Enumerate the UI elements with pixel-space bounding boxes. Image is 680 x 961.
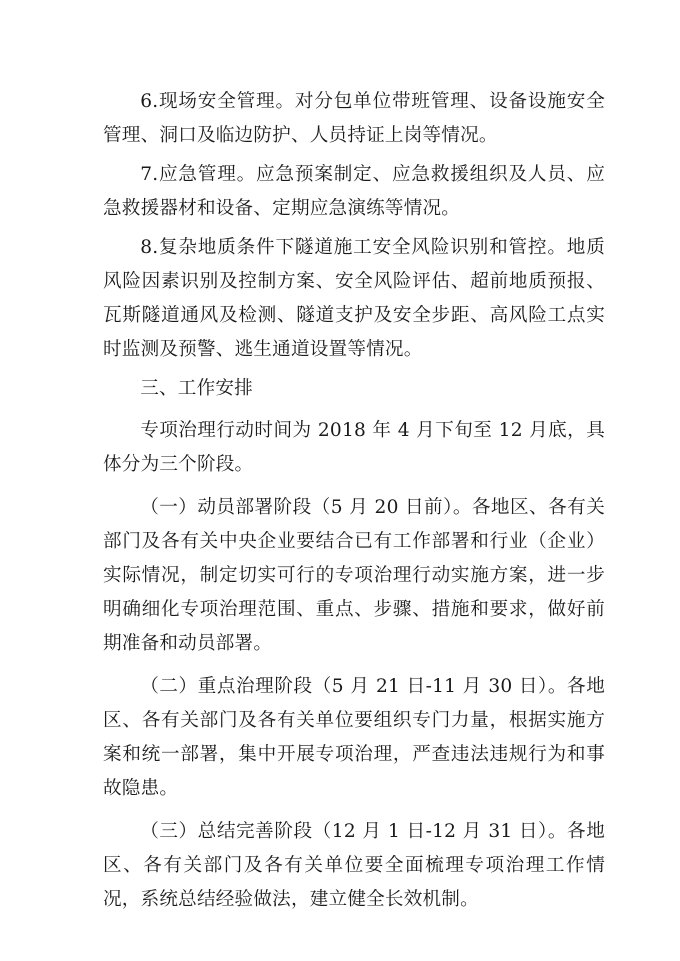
paragraph-schedule-overview: 专项治理行动时间为 2018 年 4 月下旬至 12 月底，具体分为三个阶段。 [103, 420, 605, 475]
section-heading-work-arrangement: 三、工作安排 [140, 378, 253, 399]
item-6-site-safety-management: 6.现场安全管理。对分包单位带班管理、设备设施安全管理、洞口及临边防护、人员持证上岗等情况。 [103, 91, 605, 146]
item-8-tunnel-geology-risk: 8.复杂地质条件下隧道施工安全风险识别和管控。地质风险因素识别及控制方案、安全风险评估、超前地质预报、瓦斯隧道通风及检测、隧道支护及安全步距、高风险工点实时监测及预警、逃生通道设置等情况。 [103, 237, 605, 360]
stage-1-mobilization: （一）动员部署阶段（5 月 20 日前）。各地区、各有关部门及各有关中央企业要结合已有工作部署和行业（企业）实际情况，制定切实可行的专项治理行动实施方案，进一步明确细化专项治理范围、重点、步骤、措施和要求，做好前期准备和动员部署。 [103, 497, 605, 654]
stage-3-summary-improvement: （三）总结完善阶段（12 月 1 日-12 月 31 日）。各地区、各有关部门及各有关单位要全面梳理专项治理工作情况，系统总结经验做法，建立健全长效机制。 [103, 821, 605, 910]
document-body [103, 85, 605, 922]
stage-2-key-governance: （二）重点治理阶段（5 月 21 日-11 月 30 日）。各地区、各有关部门及各有关单位要组织专门力量，根据实施方案和统一部署，集中开展专项治理，严查违法违规行为和事故隐患。 [103, 676, 605, 799]
item-7-emergency-management: 7.应急管理。应急预案制定、应急救援组织及人员、应急救援器材和设备、定期应急演练等情况。 [103, 164, 605, 219]
